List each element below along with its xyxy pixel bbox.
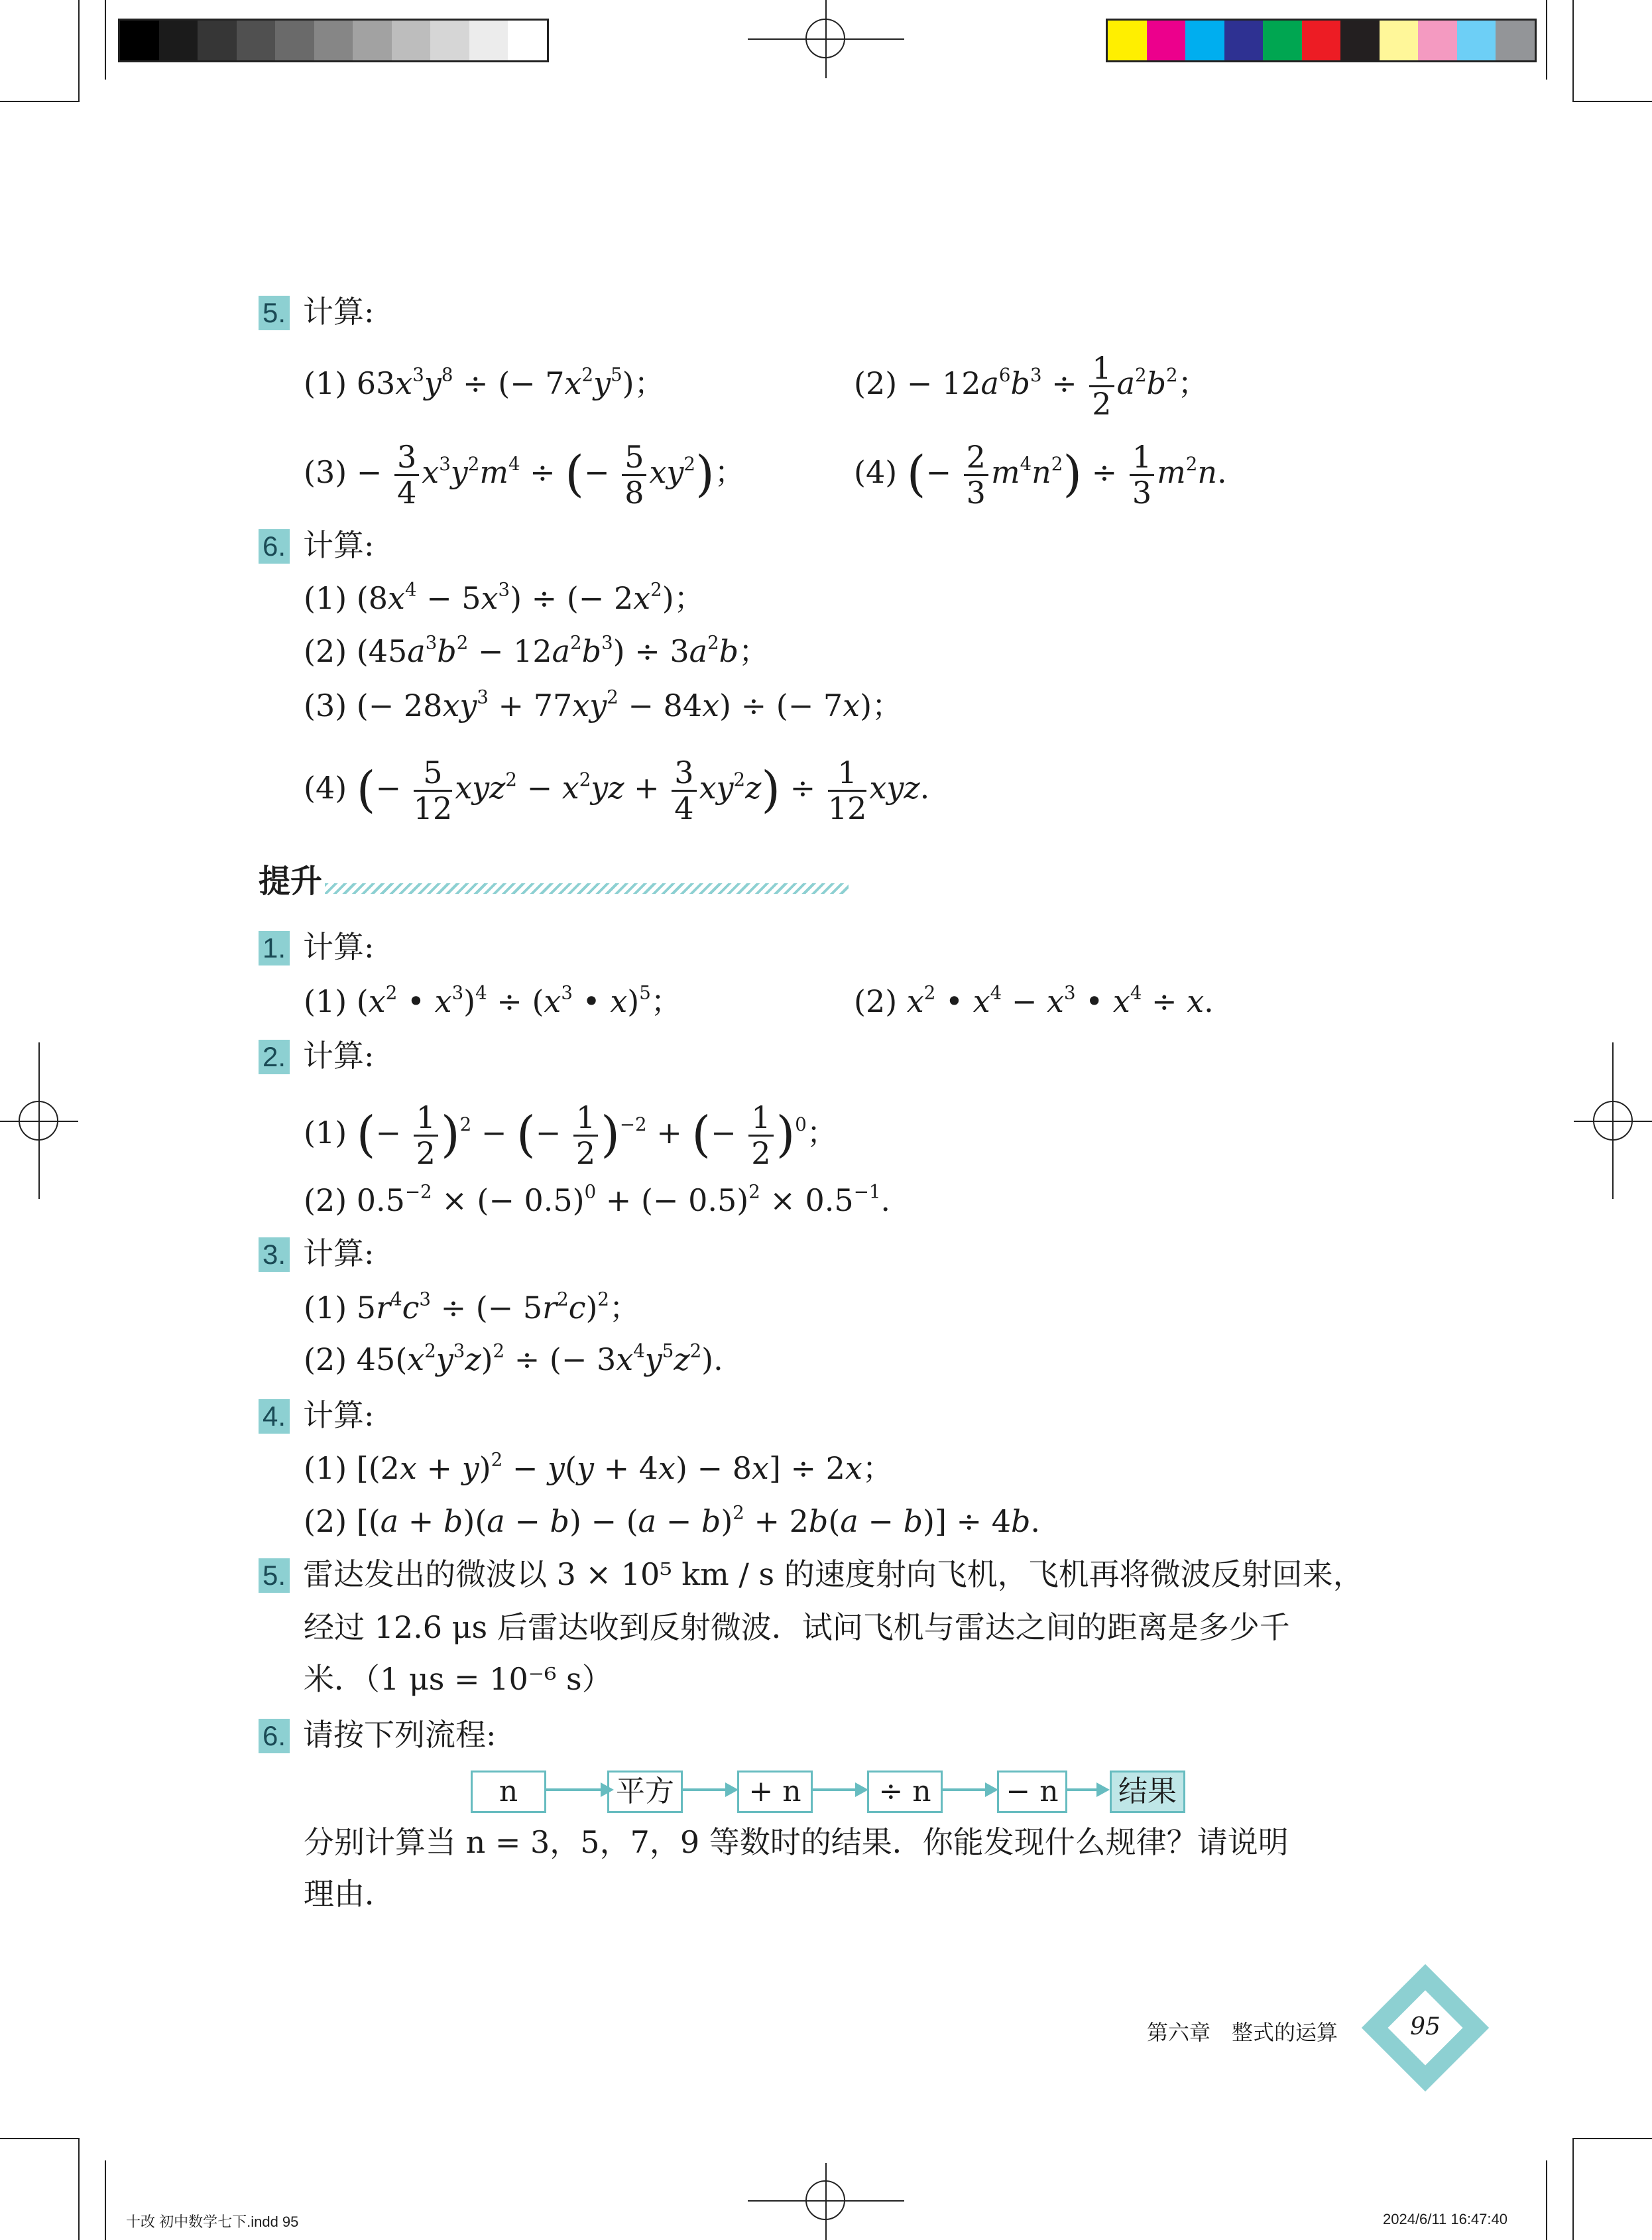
color-bar (1106, 19, 1537, 62)
p5-line-2: 经过 12.6 μs 后雷达收到反射微波．试问飞机与雷达之间的距离是多少千 (304, 1609, 1290, 1645)
flow-arrow (545, 1788, 603, 1791)
p3-item-1: (1) $5r^4c^3$ ÷ (− $5r^2c)^2$； (304, 1288, 640, 1326)
flow-box-input: n (471, 1771, 546, 1813)
p1-item-2: (2) $x^2$ • $x^4 - x^3$ • $x^4 \div x$. (854, 981, 1214, 1019)
file-slug: 十改 初中数学七下.indd 95 (126, 2213, 299, 2230)
arrow-head-icon (1096, 1782, 1110, 1797)
prev-p6-item-4: (4) (− $\frac{5}{12}$ $xyz^2 - x^2yz$ + $\frac{3}{4}$ $xy^2z$) ÷ $\frac{1}{12}$ xyz. (304, 755, 930, 826)
heading-hatch-decoration (325, 883, 849, 894)
grayscale-bar (118, 19, 549, 62)
flow-box-divide-n: ÷ n (867, 1771, 943, 1813)
flow-box-result: 结果 (1110, 1771, 1185, 1813)
prev-p5-item-4: (4) (− $\frac{2}{3}$ $m^4n^2$) ÷ $\frac{1}{3}$ $m^2n$. (854, 439, 1227, 511)
p6-after-line-2: 理由． (304, 1876, 395, 1912)
p4-item-2: (2) $[(a + b)(a - b) - (a - b)^2 + 2b(a - b)] \div 4b$. (304, 1501, 1041, 1539)
arrow-head-icon (855, 1782, 868, 1797)
prev-problem-5: 5. 计算: (259, 292, 375, 332)
p2-item-1: (1) (− $\frac{1}{2}$ )$^2$ − (− $\frac{1}{2}$ )$^{-2}$ + (− $\frac{1}{2}$ )$^0$； (304, 1099, 837, 1171)
section-heading: 提升 (259, 863, 323, 900)
p1-item-1: (1) ($x^2$ • $x^3)^4 \div (x^3$ • x)$^5$； (304, 981, 681, 1019)
flow-box-plus-n: + n (737, 1771, 813, 1813)
p4-item-1: (1) $[(2x + y)^2 - y(y + 4x) - 8x] \div 2x$； (304, 1448, 893, 1486)
prev-p6-item-2: (2) $(45a^3b^2 - 12a^2b^3) \div 3a^2b$； (304, 631, 770, 669)
flow-box-minus-n: − n (997, 1771, 1067, 1813)
arrow-head-icon (985, 1782, 998, 1797)
problem-1: 1. 计算: (259, 927, 375, 967)
p5-line-3: 米．（1 μs = 10⁻⁶ s） (304, 1661, 613, 1697)
prev-p5-item-1: (1) $63x^3y^8$ ÷ (− $7x^2y^5$)； (304, 363, 665, 401)
chapter-footer: 第六章 整式的运算 (1147, 2021, 1338, 2044)
flow-box-square: 平方 (607, 1771, 683, 1813)
problem-3: 3. 计算: (259, 1233, 375, 1273)
arrow-head-icon (725, 1782, 738, 1797)
p2-item-2: (2) $0.5^{-2}$ × (− 0.5)$^0$ + (− $0.5)^2 \times 0.5^{-1}$. (304, 1180, 891, 1218)
problem-2: 2. 计算: (259, 1036, 375, 1076)
print-timestamp: 2024/6/11 16:47:40 (1383, 2211, 1507, 2227)
p6-after-line-1: 分别计算当 n = 3，5，7，9 等数时的结果．你能发现什么规律？请说明 (304, 1824, 1289, 1860)
problem-4: 4. 计算: (259, 1395, 375, 1435)
page-number: 95 (1410, 2013, 1441, 2040)
prev-p5-item-2: $(2) - 12a^6b^3$ ÷ $\frac{1}{2}$ $a^2b^2$； (854, 350, 1209, 422)
p3-item-2: (2) $45(x^2y^3z)^2$ ÷ (− $3x^4y^5z^2$). (304, 1339, 723, 1377)
prev-p5-item-3: (3) − $\frac{3}{4}$ $x^3y^2m^4$ ÷ (− $\frac{5}{8}$ $xy^2$)； (304, 439, 745, 511)
prev-problem-6: 6. 计算: (259, 525, 375, 565)
problem-5: 5. 雷达发出的微波以 3 × 10⁵ km / s 的速度射向飞机，飞机再将微波反射回来， (259, 1554, 1364, 1594)
prev-p6-item-3: (3) (− $28xy^3 + 77xy^2 - 84x$) ÷ (− 7x)； (304, 686, 903, 723)
prev-p6-item-1: (1) $(8x^4 - 5x^3)$ ÷ (− $2x^2$)； (304, 578, 705, 616)
problem-6: 6. 请按下列流程: (259, 1715, 497, 1755)
